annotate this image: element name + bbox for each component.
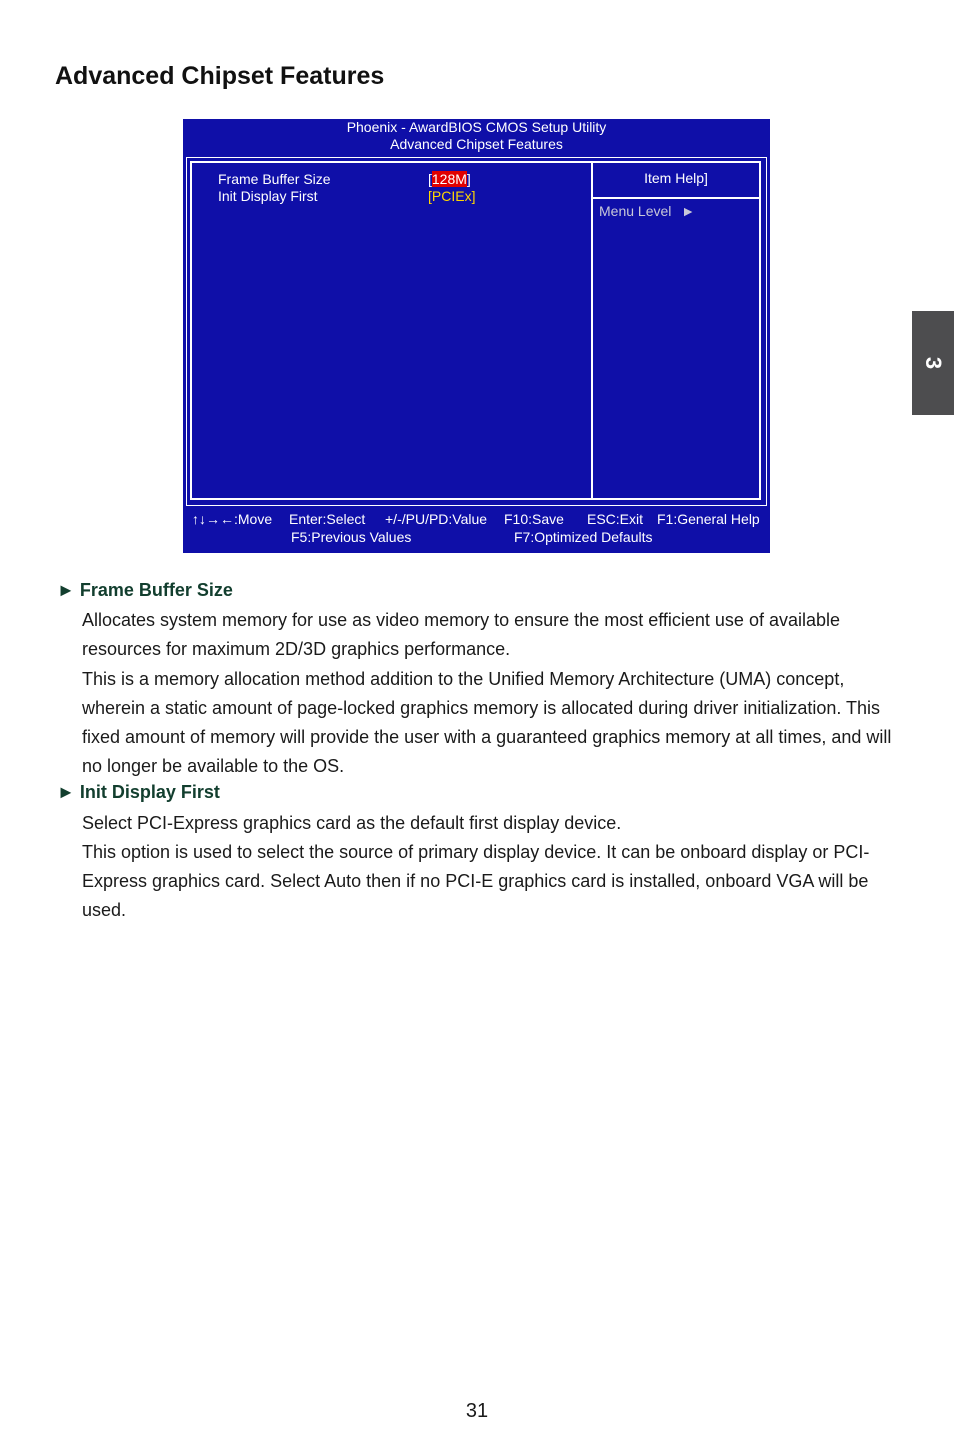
help-title: Item Help]	[593, 163, 759, 199]
section-heading-text: Init Display First	[79, 782, 220, 802]
key-optimized-defaults: F7:Optimized Defaults	[514, 529, 653, 545]
key-exit: ESC:Exit	[587, 511, 644, 527]
section-heading-init-display-first	[57, 782, 220, 803]
menu-level-label: Menu Level	[599, 203, 672, 219]
key-move: ↑↓→←:Move	[192, 511, 273, 527]
bios-inner-frame	[190, 161, 761, 500]
bios-screenshot	[183, 119, 770, 553]
selected-value-highlight: 128M	[431, 171, 467, 187]
key-save: F10:Save	[504, 511, 564, 527]
key-value: +/-/PU/PD:Value	[385, 511, 488, 527]
paragraph: This is a memory allocation method addition to the Unified Memory Architecture (UMA) concept, wherein a static amount of page-locked graphics memory is allocated during driver initialization. This fixed amount of memory will provide the user with a guaranteed graphics memory at all times, and will no longer be available to the OS.	[82, 669, 892, 776]
bios-header-title: Phoenix - AwardBIOS CMOS Setup Utility	[346, 119, 607, 135]
page-number: 31	[465, 1400, 489, 1422]
paragraph: This option is used to select the source of primary display device. It can be onboard display or PCI-Express graphics card. Select Auto then if no PCI-E graphics card is installed, onboard VGA will be used.	[82, 842, 870, 920]
key-previous-values: F5:Previous Values	[291, 529, 412, 545]
chapter-number: 3	[921, 356, 946, 370]
paragraph: Allocates system memory for use as video memory to ensure the most efficient use of available resources for maximum 2D/3D graphics performance.	[82, 610, 841, 659]
setting-value-frame-buffer-size[interactable]: [128M]	[428, 171, 471, 187]
bios-header-subtitle: Advanced Chipset Features	[390, 136, 563, 152]
bios-help-panel	[593, 163, 759, 498]
page-title: Advanced Chipset Features	[55, 62, 385, 90]
section-heading-text: Frame Buffer Size	[79, 580, 233, 600]
bios-frame	[186, 157, 767, 506]
setting-value-init-display-first[interactable]: [PCIEx]	[428, 188, 476, 204]
chapter-tab	[912, 311, 954, 415]
bios-header	[183, 119, 770, 153]
bios-settings-panel	[192, 163, 593, 498]
right-triangle-icon: ►	[57, 782, 75, 802]
right-triangle-icon: ►	[681, 203, 696, 219]
section-heading-frame-buffer-size	[57, 580, 233, 601]
key-select: Enter:Select	[289, 511, 366, 527]
right-triangle-icon: ►	[57, 580, 75, 600]
menu-level	[599, 203, 695, 219]
setting-label: Frame Buffer Size	[218, 171, 331, 187]
setting-label: Init Display First	[218, 188, 318, 204]
paragraph: Select PCI-Express graphics card as the default first display device.	[82, 813, 622, 833]
key-help: F1:General Help	[657, 511, 760, 527]
